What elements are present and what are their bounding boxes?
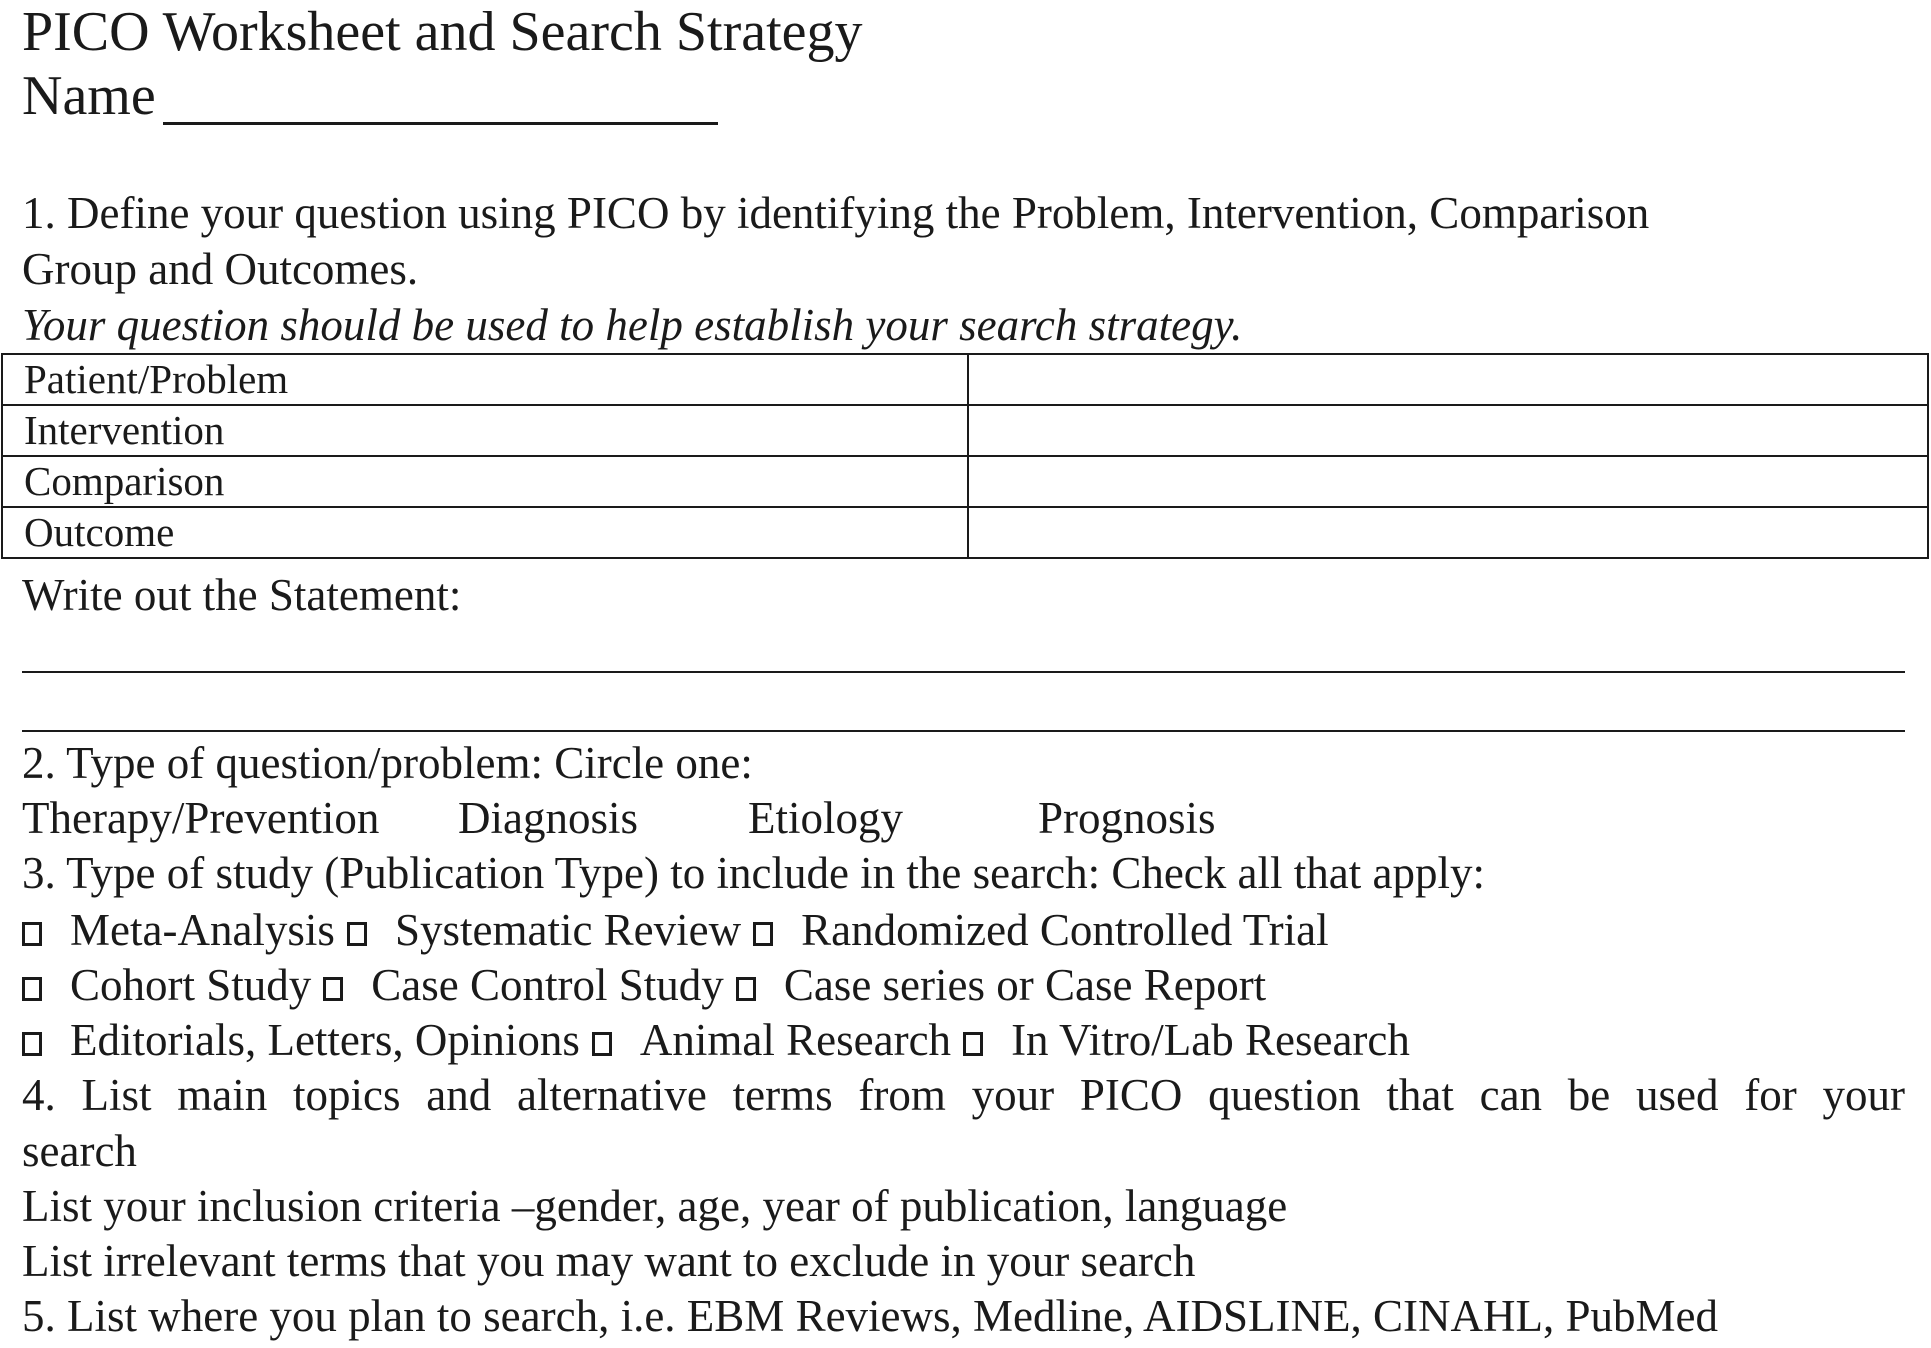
name-field[interactable] bbox=[163, 122, 718, 125]
checkbox-icon[interactable] bbox=[22, 922, 42, 946]
checkbox-label: Case Control Study bbox=[371, 960, 724, 1010]
checkbox-label: Randomized Controlled Trial bbox=[801, 905, 1329, 955]
inclusion-criteria: List your inclusion criteria –gender, age, year of publication, language bbox=[22, 1181, 1288, 1231]
pico-label-comparison: Comparison bbox=[2, 456, 968, 507]
section1-note: Your question should be used to help establish your search strategy. bbox=[22, 300, 1243, 350]
option-prognosis[interactable]: Prognosis bbox=[1038, 793, 1216, 843]
checkbox-row-2 bbox=[22, 959, 1278, 1011]
option-etiology[interactable]: Etiology bbox=[748, 793, 903, 843]
option-animal-research[interactable] bbox=[592, 1014, 951, 1066]
exclusion-terms: List irrelevant terms that you may want to exclude in your search bbox=[22, 1236, 1196, 1286]
page-title: PICO Worksheet and Search Strategy bbox=[22, 1, 863, 63]
pico-label-intervention: Intervention bbox=[2, 405, 968, 456]
checkbox-icon[interactable] bbox=[753, 922, 773, 946]
pico-label-patient: Patient/Problem bbox=[2, 354, 968, 405]
pico-label-outcome: Outcome bbox=[2, 507, 968, 558]
checkbox-icon[interactable] bbox=[347, 922, 367, 946]
checkbox-icon[interactable] bbox=[736, 977, 756, 1001]
statement-label: Write out the Statement: bbox=[22, 570, 462, 620]
section3-heading: 3. Type of study (Publication Type) to include in the search: Check all that apply: bbox=[22, 848, 1485, 898]
table-row bbox=[2, 354, 1928, 405]
section5-line: 5. List where you plan to search, i.e. EBM Reviews, Medline, AIDSLINE, CINAHL, PubMed bbox=[22, 1291, 1718, 1341]
table-row bbox=[2, 507, 1928, 558]
option-meta-analysis[interactable] bbox=[22, 904, 335, 956]
table-row bbox=[2, 456, 1928, 507]
section2-heading: 2. Type of question/problem: Circle one: bbox=[22, 738, 753, 788]
statement-line-1[interactable] bbox=[22, 671, 1905, 673]
pico-field-intervention[interactable] bbox=[968, 405, 1928, 456]
section1-line2: Group and Outcomes. bbox=[22, 244, 419, 294]
checkbox-label: In Vitro/Lab Research bbox=[1011, 1015, 1410, 1065]
checkbox-label: Editorials, Letters, Opinions bbox=[70, 1015, 580, 1065]
pico-table bbox=[1, 353, 1929, 559]
pico-field-comparison[interactable] bbox=[968, 456, 1928, 507]
checkbox-icon[interactable] bbox=[963, 1032, 983, 1056]
checkbox-label: Systematic Review bbox=[394, 905, 742, 955]
checkbox-row-1 bbox=[22, 904, 1341, 956]
checkbox-row-3 bbox=[22, 1014, 1422, 1066]
option-editorials[interactable] bbox=[22, 1014, 580, 1066]
section4-line2: search bbox=[22, 1126, 137, 1176]
option-cohort-study[interactable] bbox=[22, 959, 311, 1011]
checkbox-label: Case series or Case Report bbox=[783, 960, 1267, 1010]
checkbox-icon[interactable] bbox=[22, 1032, 42, 1056]
checkbox-icon[interactable] bbox=[22, 977, 42, 1001]
pico-field-outcome[interactable] bbox=[968, 507, 1928, 558]
checkbox-label: Meta-Analysis bbox=[70, 905, 335, 955]
name-label: Name bbox=[22, 65, 156, 127]
option-diagnosis[interactable]: Diagnosis bbox=[458, 793, 638, 843]
statement-line-2[interactable] bbox=[22, 730, 1905, 732]
option-case-control-study[interactable] bbox=[323, 959, 724, 1011]
checkbox-label: Cohort Study bbox=[70, 960, 312, 1010]
pico-field-patient[interactable] bbox=[968, 354, 1928, 405]
checkbox-label: Animal Research bbox=[639, 1015, 952, 1065]
option-therapy-prevention[interactable]: Therapy/Prevention bbox=[22, 793, 380, 843]
section4-line1: 4. List main topics and alternative terms from your PICO question that can be used for your bbox=[22, 1070, 1905, 1120]
option-randomized-controlled-trial[interactable] bbox=[753, 904, 1328, 956]
checkbox-icon[interactable] bbox=[592, 1032, 612, 1056]
checkbox-icon[interactable] bbox=[323, 977, 343, 1001]
option-systematic-review[interactable] bbox=[347, 904, 741, 956]
table-row bbox=[2, 405, 1928, 456]
option-case-series-report[interactable] bbox=[736, 959, 1266, 1011]
section1-line1: 1. Define your question using PICO by identifying the Problem, Intervention, Comparison bbox=[22, 188, 1650, 238]
option-in-vitro-lab-research[interactable] bbox=[963, 1014, 1410, 1066]
